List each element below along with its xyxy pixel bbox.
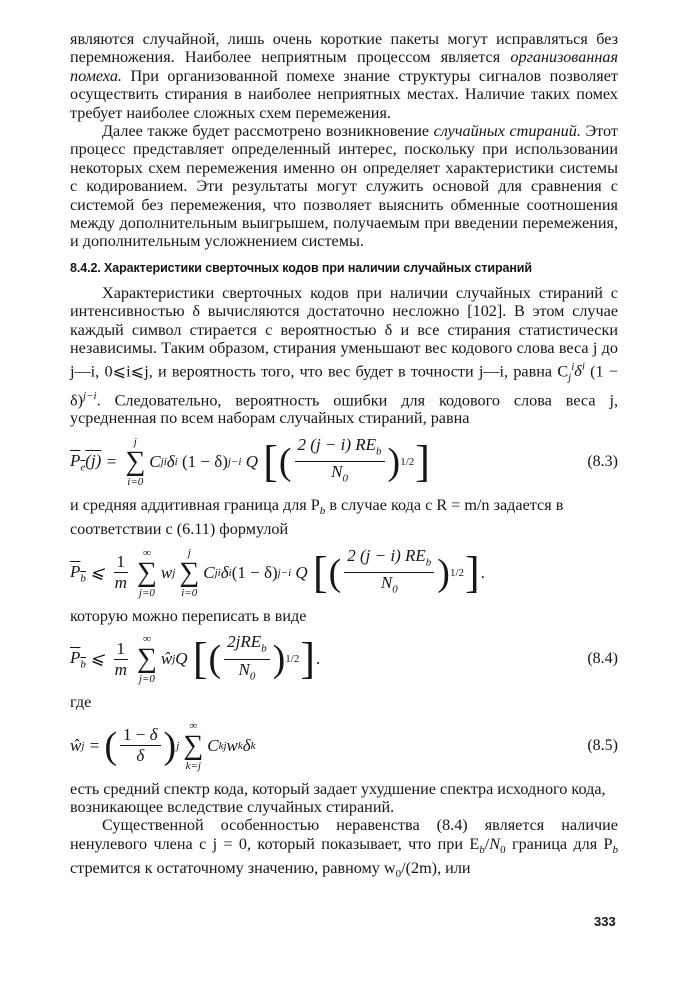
equation-8-3-formula: $P_e(j)$ = j ∑ i=0 C j i δ i (1 − δ) j−i Q [ ( $\frac{2 (j - i) RE_b}{N_0}$ ) 1/2 ] [70,434,430,488]
equation-8-3 [70,434,618,490]
page-number: 333 [594,914,616,929]
paragraph-4: и средняя аддитивная граница для $P_b$ в случае кода с R = m/n задается в соответствии с (6.11) формулой [70,495,564,539]
equation-8-5-formula: ŵ j = ( $\frac{1 - \delta}{\delta}$ ) j ∞ ∑ k=j C k j w k δ k [70,719,256,772]
equation-unnumbered [70,545,618,601]
section-heading: 8.4.2. Характеристики сверточных кодов при наличии случайных стираний [70,260,532,275]
paragraph-7: есть средний спектр кода, который задает ухудшение спектра исходного кода, возникающее вследствие случайных стираний. [70,779,606,816]
equation-number: (8.5) [587,736,618,754]
equation-8-4 [70,631,618,687]
equation-8-5 [70,718,618,774]
paragraph-5: которую можно переписать в виде [70,606,307,625]
paragraph-3: Характеристики сверточных кодов при наличии случайных стираний с интенсивностью δ вычисляются достаточно несложно [102]. В этом случае каждый символ стирается с вероятностью δ и все стирания статистически независимы. Таким образом, стирания уменьшают вес кодового слова веса j до j—i, 0⩽i⩽j, и вероятность того, что вес будет в точности j—i, равна $C_j^i\delta^i$ $(1 - \delta)^{j-i}$. Следовательно, вероятность ошибки для кодового слова веса j, усредненная по всем наборам случайных стираний, равна [70,283,618,428]
equation-8-4-formula: $P_b$ ⩽ $\frac{1}{m}$ ∞ ∑ j=0 ŵ j Q [ ( $\frac{2jRE_b}{N_0}$ ) 1/2 ] . [70,632,321,686]
paragraph-2: Далее также будет рассмотрено возникновение случайных стираний. Этот процесс представляет определенный интерес, поскольку при использовании некоторых схем перемежения именно он определяет характеристики системы с кодированием. Эти результаты могут служить основой для сравнения с системой без перемежения, что позволяет выяснить обменные соотношения между дополнительным выигрышем, получаемым при введении перемежения, и дополнительным усложнением системы. [70,122,618,251]
paragraph-1: являются случайной, лишь очень короткие пакеты могут исправляться без перемножения. Наиболее неприятным процессом является организованная помеха. При организованной помехе знание структуры сигналов позволяет осуществить стирания в наиболее неприятных местах. Наличие таких помех требует наиболее сложных схем перемежения. [70,30,618,122]
equation-number: (8.3) [587,452,618,470]
page-body [70,30,618,884]
paragraph-8: Существенной особенностью неравенства (8.4) является наличие ненулевого члена с j = 0, который показывает, что при $E_b/N_0$ граница для $P_b$ стремится к остаточному значению, равному $w_0/(2m)$, или [70,816,619,881]
equation-number: (8.4) [587,650,618,668]
paragraph-6: где [70,693,92,712]
equation-unnumbered-formula: $P_b$ ⩽ $\frac{1}{m}$ ∞ ∑ j=0 w j j ∑ i=0 C j i δ i (1 − δ) j−i Q [ ( $\frac{2 (j - i) RE_b}{N_0}$ ) 1/2 ] . [70,545,485,599]
